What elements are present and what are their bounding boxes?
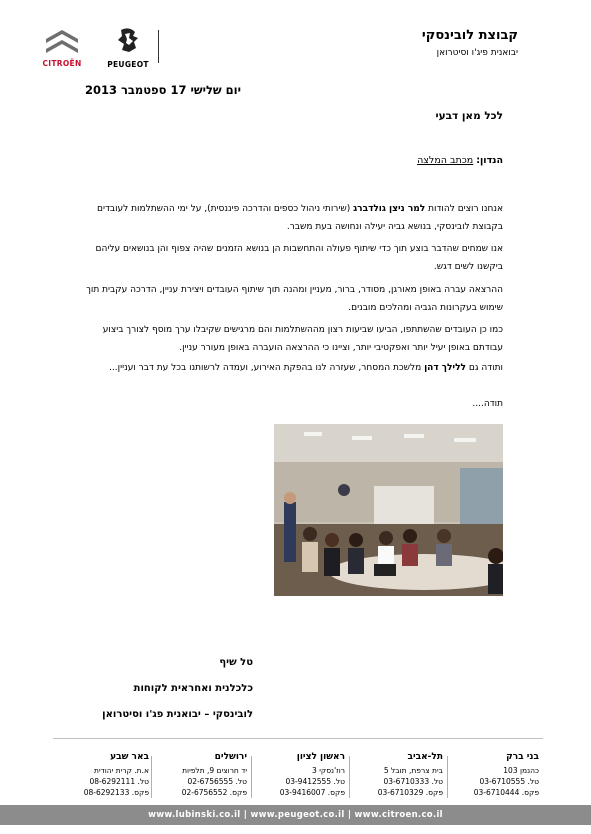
- office-address: א.ת. קרית יהודית: [94, 766, 149, 775]
- office-separator: [447, 756, 448, 798]
- paragraph-2: אנו שמחים שהדבר בוצע תוך כדי שיתוף פעולה והתחשבות הן בנושא הזמנים שהיה צפוף והן בנושאים עליהם ביקשנו לשים דגש.: [95, 244, 503, 272]
- paragraph-1-text: אנחנו רוצים להודות: [425, 204, 503, 214]
- header-divider: [158, 30, 159, 63]
- office-city: תל-אביב: [407, 752, 443, 762]
- office-bnei-brak: [453, 752, 539, 798]
- citroen-logo: [38, 27, 86, 67]
- paragraph-5-text: ותודה גם: [465, 363, 503, 373]
- office-rishon-lezion: [259, 752, 345, 798]
- office-address: יד חרוצים 9, תלפיות: [182, 766, 247, 775]
- peugeot-logo: [103, 26, 153, 68]
- office-fax: פקס. 08-6292133: [83, 788, 149, 797]
- office-separator: [349, 756, 350, 798]
- office-phone: טל. 08-6292111: [89, 777, 149, 786]
- office-beer-sheva: [63, 752, 149, 798]
- signer-company: לובינסקי – יבואנית פג'ו וסיטרואן: [102, 709, 253, 720]
- office-jerusalem: [161, 752, 247, 798]
- office-address: רוז'נסקי 3: [312, 766, 345, 775]
- office-city: ירושלים: [214, 752, 247, 762]
- paragraph-1: [78, 200, 503, 236]
- office-separator: [251, 756, 252, 798]
- office-phone: טל. 03-9412555: [285, 777, 345, 786]
- letter-recipient: לכל מאן דבעי: [435, 110, 503, 122]
- footer-divider: [53, 738, 543, 739]
- office-address: כהנמן 103: [503, 766, 539, 775]
- paragraph-5: [78, 359, 503, 377]
- citroen-chevrons-icon: [38, 27, 86, 53]
- paragraph-5-text-end: מלשכת המסחר, שעזרה לנו בהפקת האירוע, ועמדה לרשותנו בכל עת דבר ועניין...: [109, 363, 425, 373]
- training-photo: [274, 424, 503, 596]
- peugeot-lion-icon: [103, 26, 153, 54]
- office-phone: טל. 02-6756555: [187, 777, 247, 786]
- paragraph-1-text-end: (שירותי ניהול כספים והדרכה פיננסית), על ימי ההשתלמות לעובדים בקבוצת לובינסקי, בנושא גביה יעילה ונחושה בעת משבר.: [96, 204, 503, 232]
- office-fax: פקס. 03-6710329: [377, 788, 443, 797]
- office-phone: טל. 03-6710333: [383, 777, 443, 786]
- paragraph-4: כמו כן העובדים שהשתתפו, הביעו שביעות רצון מההשתלמות והם מרגישים שקיבלו ערך מוסף לצורך ביצוע עבודתם באופן יעיל יותר ואפקטיבי יותר, וציינו כי ההרצאה הועברה באופן מעורר עניין.: [102, 325, 503, 353]
- footer-websites[interactable]: www.lubinski.co.il | www.peugeot.co.il | www.citroen.co.il: [0, 805, 591, 825]
- office-fax: פקס. 02-6756552: [181, 788, 247, 797]
- office-city: באר שבע: [110, 752, 149, 762]
- closing-thanks: תודה....: [472, 399, 503, 409]
- company-name: קבוצת לובינסקי: [421, 28, 518, 43]
- peugeot-wordmark: PEUGEOT: [107, 60, 149, 69]
- paragraph-3: ההרצאה עברה באופן מאורגן, מסודר, ברור, מעניין ומהנה תוך שיתוף העובדים ויצירת עניין, הדרכה עקבית תוך שימוש בעקרונות הגביה ומהלכים מובנים.: [86, 285, 503, 313]
- signer-name: טל שיף: [219, 657, 253, 668]
- office-address: בית צרפת, תובל 5: [383, 766, 443, 775]
- office-separator: [151, 756, 152, 798]
- office-tel-aviv: [357, 752, 443, 798]
- letter-date: יום שלישי 17 ספטמבר 2013: [84, 83, 241, 97]
- office-fax: פקס. 03-6710444: [473, 788, 539, 797]
- company-subtitle: יבואנית פיג'ו וסיטרואן: [436, 48, 518, 58]
- office-phone: טל. 03-6710555: [479, 777, 539, 786]
- office-city: ראשון לציון: [296, 752, 345, 762]
- signer-role: כלכלנית ואחראית לקוחות: [133, 683, 253, 694]
- office-fax: פקס. 03-9416007: [279, 788, 345, 797]
- citroen-wordmark: CITROËN: [42, 59, 82, 68]
- subject-value: מכתב המלצה: [417, 155, 474, 166]
- office-city: בני ברק: [506, 752, 539, 762]
- helper-name: ללילך דהן: [424, 363, 466, 373]
- trainer-name: למר ניצן גולדברג: [353, 204, 426, 214]
- subject-label: הנדון:: [476, 155, 503, 166]
- letter-subject: [417, 155, 503, 166]
